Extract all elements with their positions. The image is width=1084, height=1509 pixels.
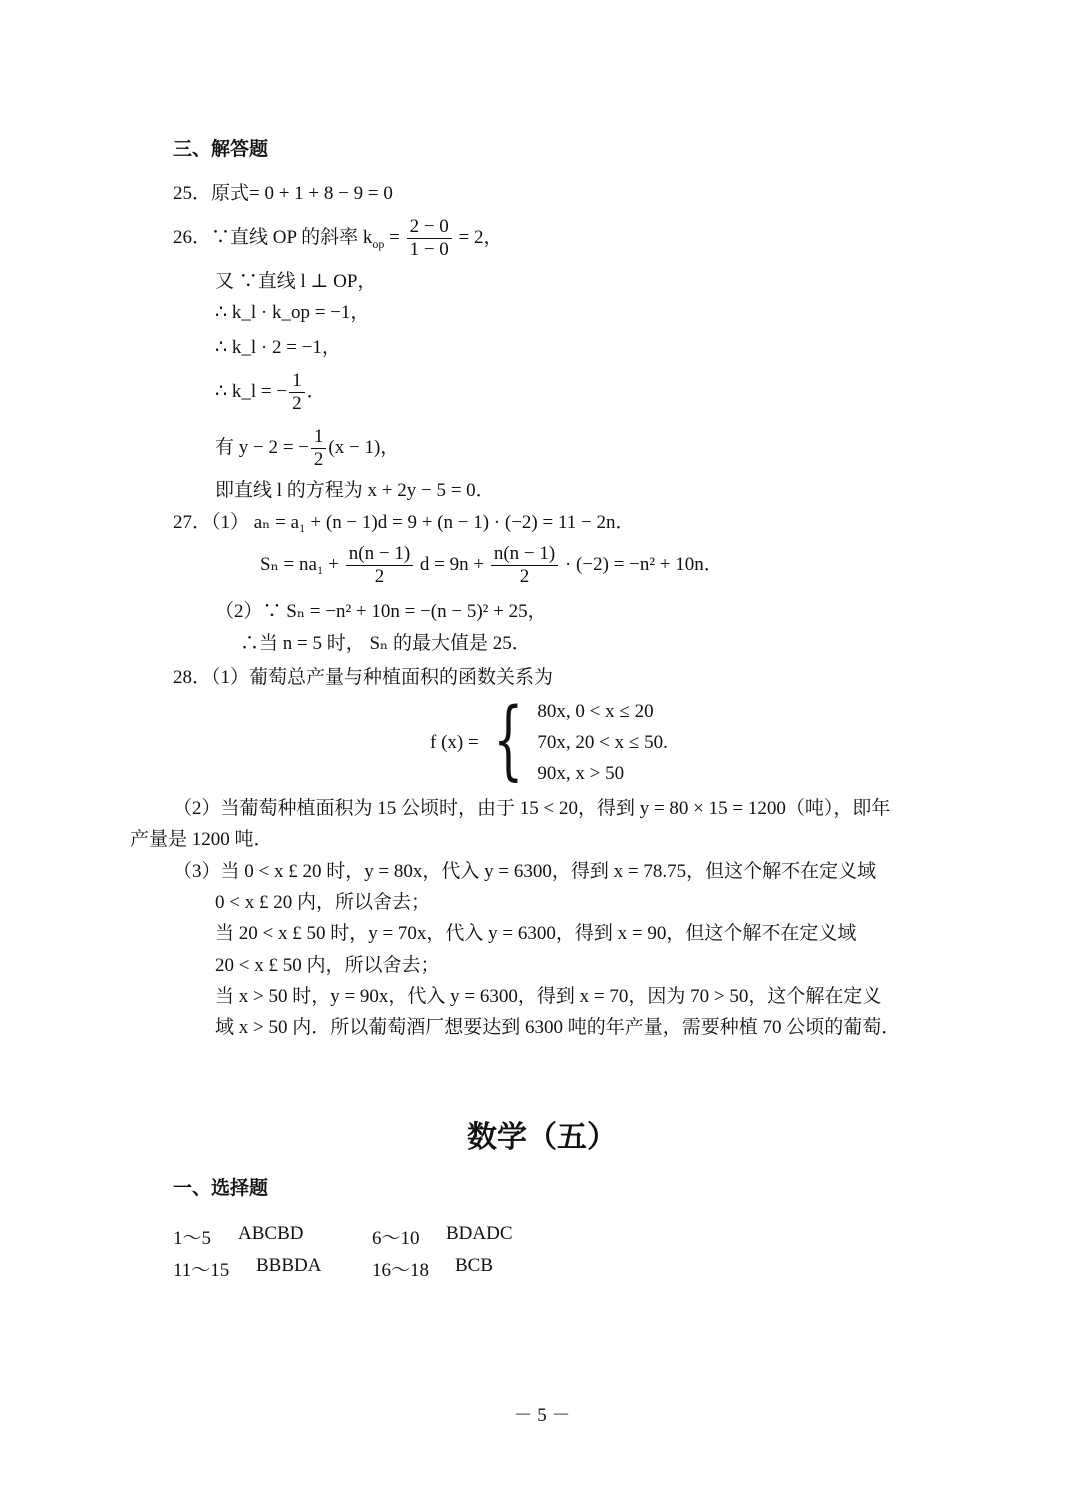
left-brace-icon: { bbox=[493, 689, 524, 790]
case-3: 90x, x > 50 bbox=[537, 763, 625, 784]
answer-range: 1～5 bbox=[173, 1228, 212, 1249]
q26-line2: 又 ∵直线 l ⊥ OP， bbox=[215, 271, 377, 292]
q26-line6: 有 y − 2 = − $\frac{1}{2}$ (x − 1)， bbox=[215, 426, 400, 471]
section-heading-choice: 一、选择题 bbox=[173, 1177, 269, 1199]
case-2: 70x, 20 < x ≤ 50. bbox=[537, 732, 668, 753]
q26-line4: ∴ k_l · 2 = −1， bbox=[215, 337, 341, 358]
piecewise-function bbox=[430, 689, 668, 790]
answer-range: 16～18 bbox=[372, 1260, 430, 1281]
q27-line1: 27．（1） aₙ = a₁ + (n − 1)d = 9 + (n − 1) · (−2) = 11 − 2n． bbox=[173, 512, 635, 533]
q27-line3: （2）∵ Sₙ = −n² + 10n = −(n − 5)² + 25， bbox=[215, 601, 547, 622]
page-number: － 5 － bbox=[513, 1405, 571, 1426]
q26-line5: ∴ k_l = − $\frac{1}{2}$ ． bbox=[215, 370, 326, 415]
q26-line1: 26．∵直线 OP 的斜率 $k_{op}$ = $\frac{2 - 0}{1 - 0}$ = 2， bbox=[173, 216, 503, 261]
q28-part3-line4: 20 < x £ 50 内，所以舍去； bbox=[215, 955, 440, 976]
q28-part3-line5: 当 x > 50 时，y = 90x，代入 y = 6300，得到 x = 70，因为 70 > 50，这个解在定义 bbox=[215, 986, 882, 1007]
answer-letters: BCB bbox=[455, 1255, 494, 1276]
q28-line1: 28．（1）葡萄总产量与种植面积的函数关系为 bbox=[173, 667, 554, 688]
function-label: f (x) = bbox=[430, 731, 479, 753]
answer-range: 11～15 bbox=[173, 1260, 230, 1281]
q25-line: 25．原式= 0 + 1 + 8 − 9 = 0 bbox=[173, 183, 393, 204]
q27-sum-formula: Sₙ = na₁ + $\frac{n(n - 1)}{2}$ d = 9n + $\frac{n(n - 1)}{2}$ · (−2) = −n² + 10n． bbox=[260, 543, 723, 588]
q26-line7: 即直线 l 的方程为 x + 2y − 5 = 0． bbox=[215, 480, 495, 501]
answer-letters: BDADC bbox=[446, 1223, 513, 1244]
case-1: 80x, 0 < x ≤ 20 bbox=[537, 701, 654, 722]
q28-part3-line3: 当 20 < x £ 50 时，y = 70x，代入 y = 6300，得到 x = 90，但这个解不在定义域 bbox=[215, 923, 857, 944]
q28-part3-line2: 0 < x £ 20 内，所以舍去； bbox=[215, 892, 430, 913]
q26-line3: ∴ k_l · k_op = −1， bbox=[215, 302, 370, 323]
answer-letters: BBBDA bbox=[256, 1255, 322, 1276]
q28-part3-line1: （3）当 0 < x £ 20 时，y = 80x，代入 y = 6300，得到 x = 78.75，但这个解不在定义域 bbox=[173, 861, 877, 882]
answer-letters: ABCBD bbox=[238, 1223, 304, 1244]
q28-part2-line1: （2）当葡萄种植面积为 15 公顷时，由于 15 < 20，得到 y = 80 × 15 = 1200（吨），即年 bbox=[173, 798, 891, 819]
answer-range: 6～10 bbox=[372, 1228, 420, 1249]
page-title: 数学（五） bbox=[467, 1120, 617, 1155]
section-heading-answers: 三、解答题 bbox=[173, 138, 269, 160]
slope-fraction: $\frac{2 - 0}{1 - 0}$ bbox=[407, 216, 452, 261]
q28-part2-line2: 产量是 1200 吨． bbox=[130, 829, 273, 850]
q28-part3-line6: 域 x > 50 内．所以葡萄酒厂想要达到 6300 吨的年产量，需要种植 70 公顷的葡萄． bbox=[215, 1017, 901, 1038]
q27-line4: ∴当 n = 5 时， Sₙ 的最大值是 25． bbox=[240, 633, 531, 654]
